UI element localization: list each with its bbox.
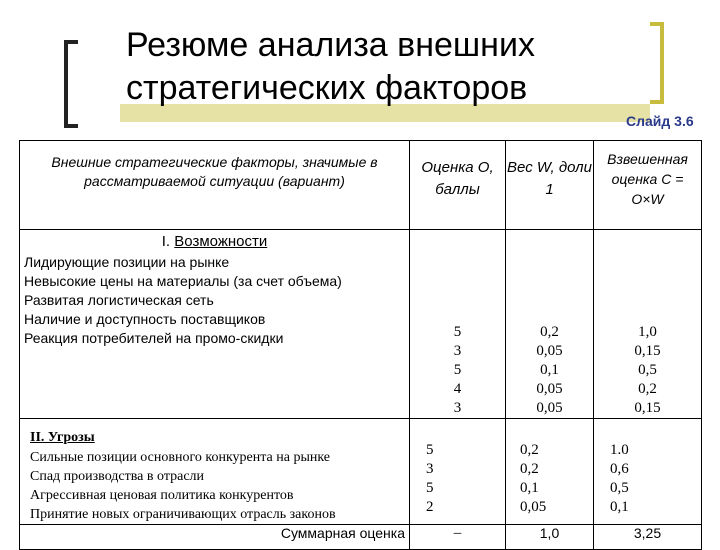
weighted-value: 0,15 xyxy=(634,343,661,359)
total-score: – xyxy=(410,525,506,550)
right-bracket-decoration xyxy=(650,22,664,104)
table-header-row xyxy=(20,141,702,230)
threats-cell xyxy=(20,419,410,525)
score-value: 4 xyxy=(453,381,462,397)
weighted-value: 0,5 xyxy=(610,480,629,496)
opportunities-title-text: Возможности xyxy=(174,233,268,250)
threats-scores xyxy=(410,441,505,517)
weighted-value: 0,5 xyxy=(638,362,657,378)
total-weight: 1,0 xyxy=(506,525,594,550)
weight-value: 0,1 xyxy=(520,480,539,496)
weighted-value: 1.0 xyxy=(610,442,629,458)
opportunities-title-prefix: I. xyxy=(161,233,175,250)
weight-value: 0,05 xyxy=(536,343,563,359)
list-item: Лидирующие позиции на рынке xyxy=(24,254,230,270)
weighted-value: 1,0 xyxy=(638,324,657,340)
list-item: Развитая логистическая сеть xyxy=(24,292,214,308)
slide-title: Резюме анализа внешних стратегических факторов xyxy=(126,26,535,107)
score-value: 5 xyxy=(453,362,462,378)
list-item: Невысокие цены на материалы (за счет объема) xyxy=(24,273,342,289)
slide-number: Слайд 3.6 xyxy=(626,113,694,129)
weight-value: 0,1 xyxy=(540,362,559,378)
score-value: 5 xyxy=(426,480,434,496)
left-bracket-decoration xyxy=(64,40,78,128)
list-item: Агрессивная ценовая политика конкурентов xyxy=(30,488,294,503)
header-weight: Вес W, доли 1 xyxy=(506,141,594,230)
threats-weighted-cell xyxy=(594,419,702,525)
list-item: Принятие новых ограничивающих отрасль законов xyxy=(30,507,336,522)
weighted-value: 0,1 xyxy=(610,499,629,515)
opportunities-weighted-cell xyxy=(594,230,702,419)
header-score: Оценка О, баллы xyxy=(410,141,506,230)
score-value: 5 xyxy=(426,442,434,458)
opportunities-cell xyxy=(20,230,410,419)
weighted-value: 0,15 xyxy=(634,400,661,416)
opportunities-weighted xyxy=(594,323,701,418)
total-row xyxy=(20,525,702,550)
threats-weights xyxy=(506,441,593,517)
weight-value: 0,2 xyxy=(520,442,539,458)
opportunities-weights-cell xyxy=(506,230,594,419)
threats-title: II. Угрозы xyxy=(30,430,95,445)
score-value: 2 xyxy=(426,499,434,515)
total-label: Суммарная оценка xyxy=(20,525,410,550)
list-item: Реакция потребителей на промо-скидки xyxy=(24,330,284,346)
opportunities-title xyxy=(20,233,409,251)
factors-table xyxy=(19,140,702,550)
header-factors: Внешние стратегические факторы, значимые в рассматриваемой ситуации (вариант) xyxy=(20,141,410,230)
weight-value: 0,2 xyxy=(540,324,559,340)
opportunities-list xyxy=(24,253,409,348)
threats-row xyxy=(20,419,702,525)
opportunities-weights xyxy=(506,323,593,418)
threats-scores-cell xyxy=(410,419,506,525)
opportunities-scores-cell xyxy=(410,230,506,419)
list-item: Наличие и доступность поставщиков xyxy=(24,311,266,327)
weighted-value: 0,6 xyxy=(610,461,629,477)
total-weighted: 3,25 xyxy=(594,525,702,550)
threats-list xyxy=(30,448,409,524)
opportunities-row xyxy=(20,230,702,419)
weight-value: 0,05 xyxy=(520,499,547,515)
threats-weights-cell xyxy=(506,419,594,525)
threats-weighted xyxy=(594,441,701,517)
list-item: Спад производства в отрасли xyxy=(30,469,205,484)
score-value: 3 xyxy=(453,400,462,416)
list-item: Сильные позиции основного конкурента на рынке xyxy=(30,450,331,465)
opportunities-scores xyxy=(410,323,505,418)
score-value: 3 xyxy=(426,461,434,477)
weight-value: 0,05 xyxy=(536,400,563,416)
header-weighted: Взвешенная оценка С = О×W xyxy=(594,141,702,230)
score-value: 5 xyxy=(453,324,462,340)
weight-value: 0,05 xyxy=(536,381,563,397)
weighted-value: 0,2 xyxy=(638,381,657,397)
weight-value: 0,2 xyxy=(520,461,539,477)
score-value: 3 xyxy=(453,343,462,359)
